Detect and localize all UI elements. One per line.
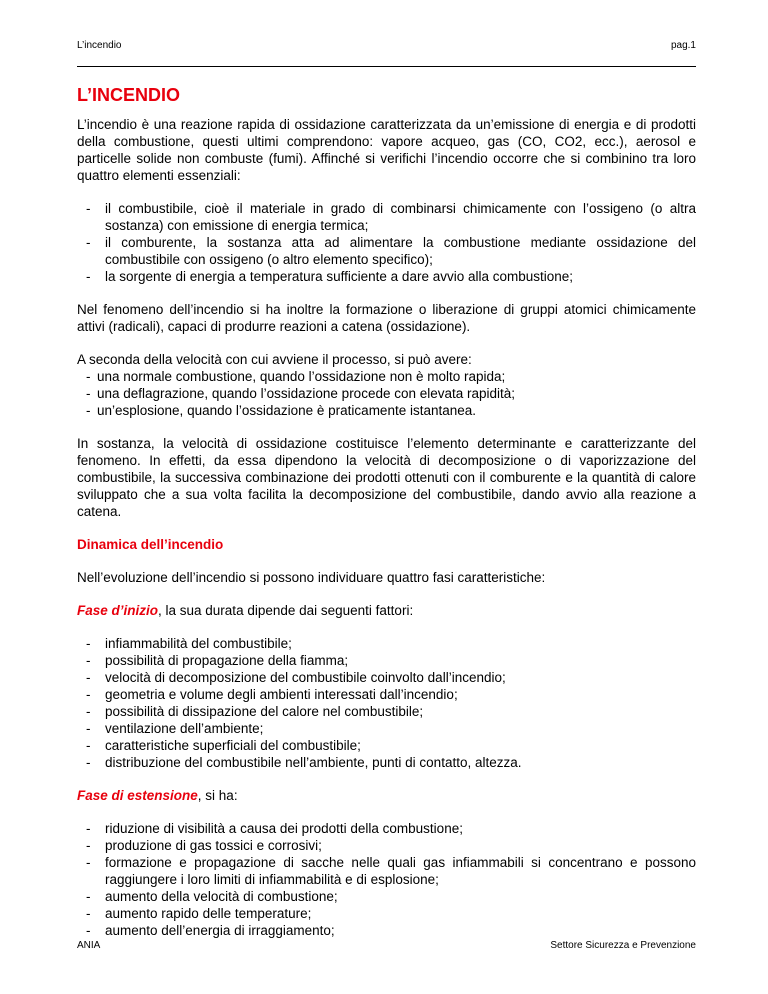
list-item: - formazione e propagazione di sacche nelle quali gas infiammabili si concentrano e possono raggiungere i loro limiti di infiammabilità e di esplosione; xyxy=(77,854,696,888)
intro-paragraph: L’incendio è una reazione rapida di ossidazione caratterizzata da un’emissione di energia e di prodotti della combustione, questi ultimi comprendono: vapore acqueo, gas (CO, CO2, ecc.), aerosol e particelle solide non combuste (fumi). Affinché si verifichi l’incendio occorre che si combinino tra loro quattro elementi essenziali: xyxy=(77,117,696,183)
page-footer xyxy=(77,940,696,951)
list-item: - ventilazione dell’ambiente; xyxy=(77,720,696,737)
speed-intro: A seconda della velocità con cui avviene il processo, si può avere: xyxy=(77,352,472,367)
page-header xyxy=(77,40,696,51)
document-body xyxy=(77,84,696,955)
list-item: - infiammabilità del combustibile; xyxy=(77,635,696,652)
phase1-rest: , la sua durata dipende dai seguenti fattori: xyxy=(158,603,414,618)
header-divider xyxy=(77,66,696,67)
section-heading: Dinamica dell’incendio xyxy=(77,537,224,552)
list-item: - velocità di decomposizione del combustibile coinvolto dall’incendio; xyxy=(77,669,696,686)
phase2-rest: , si ha: xyxy=(197,788,238,803)
phase1-heading xyxy=(77,602,696,619)
phase2-heading xyxy=(77,787,696,804)
list-item: - aumento dell’energia di irraggiamento; xyxy=(77,922,696,939)
list-item: - il combustibile, cioè il materiale in grado di combinarsi chimicamente con l’ossigeno (o altra sostanza) con emissione di energia termica; xyxy=(77,200,696,234)
phase2-label: Fase di estensione xyxy=(77,788,198,803)
list-item: - possibilità di propagazione della fiamma; xyxy=(77,652,696,669)
list-item: - caratteristiche superficiali del combustibile; xyxy=(77,737,696,754)
footer-org: ANIA xyxy=(77,940,101,951)
list-item: - un’esplosione, quando l’ossidazione è praticamente istantanea. xyxy=(77,402,696,419)
list-item: - distribuzione del combustibile nell’ambiente, punti di contatto, altezza. xyxy=(77,754,696,771)
phase2-list xyxy=(77,820,696,939)
radicals-paragraph: Nel fenomeno dell’incendio si ha inoltre la formazione o liberazione di gruppi atomici chimicamente attivi (radicali), capaci di produrre reazioni a catena (ossidazione). xyxy=(77,302,696,334)
list-item: - possibilità di dissipazione del calore nel combustibile; xyxy=(77,703,696,720)
list-item: - produzione di gas tossici e corrosivi; xyxy=(77,837,696,854)
phases-intro: Nell’evoluzione dell’incendio si possono individuare quattro fasi caratteristiche: xyxy=(77,570,546,585)
list-item: - aumento rapido delle temperature; xyxy=(77,905,696,922)
list-item: - la sorgente di energia a temperatura sufficiente a dare avvio alla combustione; xyxy=(77,268,696,285)
list-item: - una normale combustione, quando l’ossidazione non è molto rapida; xyxy=(77,368,696,385)
list-item: - aumento della velocità di combustione; xyxy=(77,888,696,905)
elements-list xyxy=(77,200,696,285)
footer-department: Settore Sicurezza e Prevenzione xyxy=(550,940,696,951)
list-item: - il comburente, la sostanza atta ad alimentare la combustione mediante ossidazione del combustibile con ossigeno (o altro elemento specifico); xyxy=(77,234,696,268)
document-title: L’INCENDIO xyxy=(77,85,181,105)
phase1-label: Fase d’inizio xyxy=(77,603,159,618)
list-item: - geometria e volume degli ambienti interessati dall’incendio; xyxy=(77,686,696,703)
page-number: pag.1 xyxy=(670,40,696,51)
header-title: L’incendio xyxy=(77,40,122,51)
summary-paragraph: In sostanza, la velocità di ossidazione costituisce l’elemento determinante e caratterizzante del fenomeno. In effetti, da essa dipendono la velocità di decomposizione o di vaporizzazione del combustibile, la successiva combinazione dei prodotti ottenuti con il comburente e la quantità di calore sviluppato che a sua volta facilita la decomposizione del combustibile, dando avvio alla reazione a catena. xyxy=(77,436,696,519)
speeds-list xyxy=(77,368,696,419)
list-item: - una deflagrazione, quando l’ossidazione procede con elevata rapidità; xyxy=(77,385,696,402)
list-item: - riduzione di visibilità a causa dei prodotti della combustione; xyxy=(77,820,696,837)
phase1-list xyxy=(77,635,696,771)
